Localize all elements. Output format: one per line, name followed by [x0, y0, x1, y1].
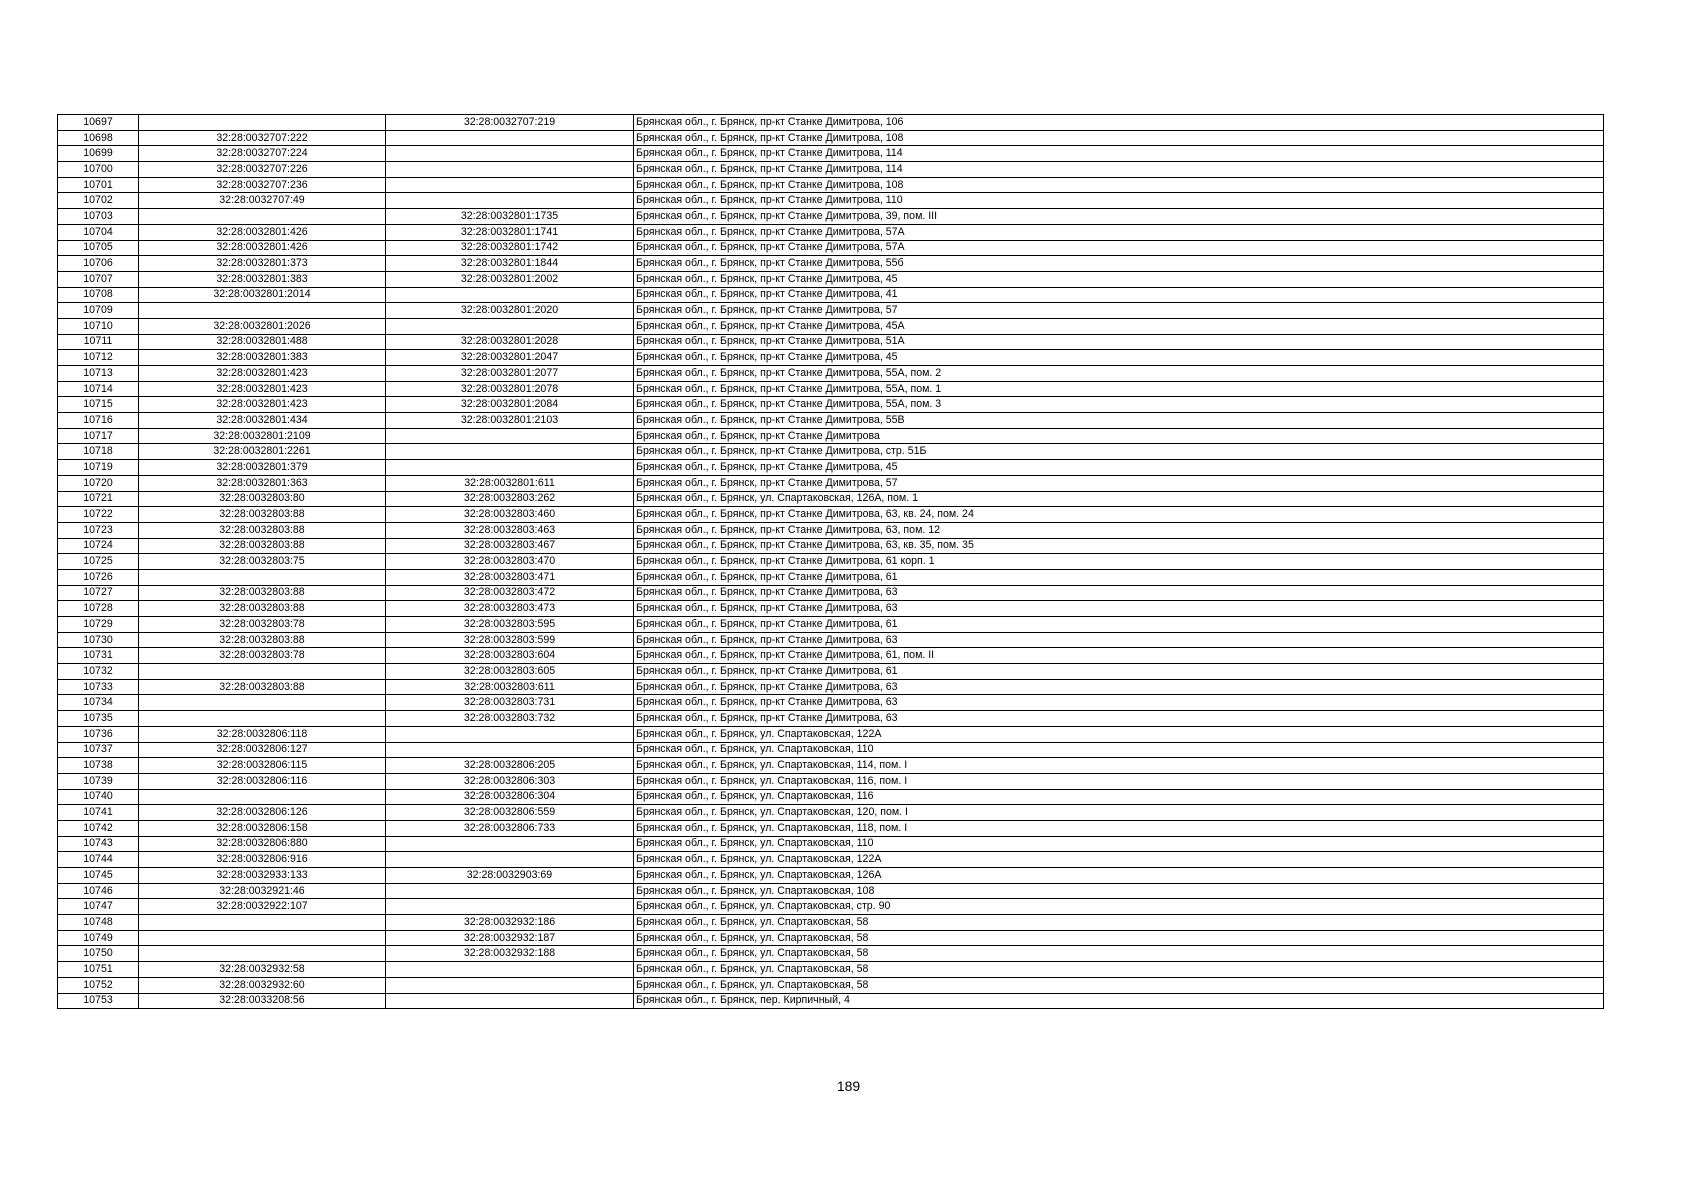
address-cell: Брянская обл., г. Брянск, ул. Спартаковская, 122А	[634, 852, 1604, 868]
address-cell: Брянская обл., г. Брянск, пр-кт Станке Димитрова, 57А	[634, 224, 1604, 240]
table-row	[58, 962, 1604, 978]
land-cadastral-number-cell	[139, 915, 386, 931]
table-row	[58, 805, 1604, 821]
row-number-cell: 10732	[58, 664, 139, 680]
address-cell: Брянская обл., г. Брянск, пр-кт Станке Димитрова, 63	[634, 601, 1604, 617]
row-number-cell: 10734	[58, 695, 139, 711]
row-number-cell: 10741	[58, 805, 139, 821]
table-row	[58, 946, 1604, 962]
table-row	[58, 350, 1604, 366]
land-cadastral-number-cell: 32:28:0032801:373	[139, 256, 386, 272]
address-cell: Брянская обл., г. Брянск, пр-кт Станке Димитрова, 63	[634, 585, 1604, 601]
row-number-cell: 10723	[58, 522, 139, 538]
land-cadastral-number-cell: 32:28:0032803:78	[139, 617, 386, 633]
object-cadastral-number-cell: 32:28:0032803:470	[386, 554, 634, 570]
address-cell: Брянская обл., г. Брянск, пр-кт Станке Димитрова, 57	[634, 475, 1604, 491]
table-row	[58, 679, 1604, 695]
table-row	[58, 115, 1604, 131]
address-cell: Брянская обл., г. Брянск, пр-кт Станке Димитрова, 61	[634, 569, 1604, 585]
address-cell: Брянская обл., г. Брянск, пр-кт Станке Димитрова, 45	[634, 271, 1604, 287]
object-cadastral-number-cell	[386, 177, 634, 193]
land-cadastral-number-cell: 32:28:0032801:434	[139, 413, 386, 429]
object-cadastral-number-cell	[386, 899, 634, 915]
land-cadastral-number-cell	[139, 664, 386, 680]
land-cadastral-number-cell: 32:28:0032933:133	[139, 868, 386, 884]
row-number-cell: 10706	[58, 256, 139, 272]
address-cell: Брянская обл., г. Брянск, ул. Спартаковская, 126А	[634, 868, 1604, 884]
row-number-cell: 10714	[58, 381, 139, 397]
object-cadastral-number-cell: 32:28:0032803:262	[386, 491, 634, 507]
address-cell: Брянская обл., г. Брянск, пр-кт Станке Димитрова, 63, кв. 35, пом. 35	[634, 538, 1604, 554]
object-cadastral-number-cell: 32:28:0032801:1741	[386, 224, 634, 240]
row-number-cell: 10702	[58, 193, 139, 209]
land-cadastral-number-cell: 32:28:0032806:118	[139, 726, 386, 742]
land-cadastral-number-cell: 32:28:0032801:379	[139, 460, 386, 476]
table-row	[58, 789, 1604, 805]
table-row	[58, 664, 1604, 680]
land-cadastral-number-cell: 32:28:0032803:88	[139, 507, 386, 523]
address-cell: Брянская обл., г. Брянск, пр-кт Станке Димитрова, 63	[634, 695, 1604, 711]
address-cell: Брянская обл., г. Брянск, пр-кт Станке Димитрова, 39, пом. III	[634, 209, 1604, 225]
object-cadastral-number-cell: 32:28:0032903:69	[386, 868, 634, 884]
row-number-cell: 10740	[58, 789, 139, 805]
object-cadastral-number-cell: 32:28:0032806:303	[386, 773, 634, 789]
object-cadastral-number-cell: 32:28:0032801:2028	[386, 334, 634, 350]
object-cadastral-number-cell: 32:28:0032806:733	[386, 820, 634, 836]
table-row	[58, 334, 1604, 350]
table-row	[58, 569, 1604, 585]
row-number-cell: 10745	[58, 868, 139, 884]
table-row	[58, 130, 1604, 146]
land-cadastral-number-cell: 32:28:0032932:60	[139, 977, 386, 993]
row-number-cell: 10713	[58, 366, 139, 382]
land-cadastral-number-cell: 32:28:0032803:88	[139, 632, 386, 648]
land-cadastral-number-cell: 32:28:0032707:236	[139, 177, 386, 193]
row-number-cell: 10744	[58, 852, 139, 868]
object-cadastral-number-cell: 32:28:0032803:460	[386, 507, 634, 523]
address-cell: Брянская обл., г. Брянск, ул. Спартаковская, 118, пом. I	[634, 820, 1604, 836]
table-row	[58, 507, 1604, 523]
row-number-cell: 10711	[58, 334, 139, 350]
table-row	[58, 538, 1604, 554]
table-row	[58, 209, 1604, 225]
row-number-cell: 10712	[58, 350, 139, 366]
row-number-cell: 10708	[58, 287, 139, 303]
table-row	[58, 601, 1604, 617]
object-cadastral-number-cell	[386, 962, 634, 978]
object-cadastral-number-cell	[386, 146, 634, 162]
object-cadastral-number-cell	[386, 993, 634, 1009]
table-row	[58, 224, 1604, 240]
land-cadastral-number-cell: 32:28:0032707:226	[139, 162, 386, 178]
land-cadastral-number-cell: 32:28:0033208:56	[139, 993, 386, 1009]
object-cadastral-number-cell: 32:28:0032803:731	[386, 695, 634, 711]
land-cadastral-number-cell: 32:28:0032801:2026	[139, 318, 386, 334]
address-cell: Брянская обл., г. Брянск, ул. Спартаковская, 116	[634, 789, 1604, 805]
row-number-cell: 10749	[58, 930, 139, 946]
table-row	[58, 726, 1604, 742]
address-cell: Брянская обл., г. Брянск, ул. Спартаковская, 110	[634, 742, 1604, 758]
table-row	[58, 977, 1604, 993]
row-number-cell: 10698	[58, 130, 139, 146]
table-row	[58, 146, 1604, 162]
table-row	[58, 632, 1604, 648]
land-cadastral-number-cell: 32:28:0032803:88	[139, 585, 386, 601]
object-cadastral-number-cell: 32:28:0032803:732	[386, 711, 634, 727]
row-number-cell: 10726	[58, 569, 139, 585]
object-cadastral-number-cell: 32:28:0032932:186	[386, 915, 634, 931]
table-row	[58, 381, 1604, 397]
row-number-cell: 10722	[58, 507, 139, 523]
object-cadastral-number-cell: 32:28:0032803:472	[386, 585, 634, 601]
object-cadastral-number-cell: 32:28:0032932:188	[386, 946, 634, 962]
table-row	[58, 852, 1604, 868]
land-cadastral-number-cell: 32:28:0032922:107	[139, 899, 386, 915]
table-row	[58, 899, 1604, 915]
land-cadastral-number-cell	[139, 930, 386, 946]
table-row	[58, 287, 1604, 303]
table-row	[58, 318, 1604, 334]
land-cadastral-number-cell: 32:28:0032921:46	[139, 883, 386, 899]
address-cell: Брянская обл., г. Брянск, пр-кт Станке Димитрова, 108	[634, 177, 1604, 193]
address-cell: Брянская обл., г. Брянск, ул. Спартаковская, 58	[634, 962, 1604, 978]
row-number-cell: 10753	[58, 993, 139, 1009]
object-cadastral-number-cell: 32:28:0032801:1735	[386, 209, 634, 225]
object-cadastral-number-cell	[386, 130, 634, 146]
row-number-cell: 10736	[58, 726, 139, 742]
address-cell: Брянская обл., г. Брянск, пр-кт Станке Димитрова, 63	[634, 632, 1604, 648]
object-cadastral-number-cell	[386, 460, 634, 476]
object-cadastral-number-cell: 32:28:0032801:611	[386, 475, 634, 491]
land-cadastral-number-cell: 32:28:0032803:80	[139, 491, 386, 507]
land-cadastral-number-cell: 32:28:0032806:880	[139, 836, 386, 852]
address-cell: Брянская обл., г. Брянск, пр-кт Станке Димитрова, 57	[634, 303, 1604, 319]
address-cell: Брянская обл., г. Брянск, пр-кт Станке Димитрова, 61, пом. II	[634, 648, 1604, 664]
row-number-cell: 10733	[58, 679, 139, 695]
land-cadastral-number-cell: 32:28:0032801:383	[139, 271, 386, 287]
address-cell: Брянская обл., г. Брянск, пр-кт Станке Димитрова, 55А, пом. 3	[634, 397, 1604, 413]
object-cadastral-number-cell: 32:28:0032803:599	[386, 632, 634, 648]
land-cadastral-number-cell: 32:28:0032801:423	[139, 397, 386, 413]
land-cadastral-number-cell: 32:28:0032801:423	[139, 381, 386, 397]
object-cadastral-number-cell	[386, 977, 634, 993]
address-cell: Брянская обл., г. Брянск, пр-кт Станке Димитрова, 55А, пом. 2	[634, 366, 1604, 382]
row-number-cell: 10747	[58, 899, 139, 915]
land-cadastral-number-cell: 32:28:0032803:88	[139, 538, 386, 554]
address-cell: Брянская обл., г. Брянск, пр-кт Станке Димитрова, 61	[634, 617, 1604, 633]
row-number-cell: 10738	[58, 758, 139, 774]
object-cadastral-number-cell: 32:28:0032803:473	[386, 601, 634, 617]
object-cadastral-number-cell: 32:28:0032803:611	[386, 679, 634, 695]
registry-table	[57, 114, 1604, 1009]
address-cell: Брянская обл., г. Брянск, пр-кт Станке Димитрова, 114	[634, 146, 1604, 162]
address-cell: Брянская обл., г. Брянск, пр-кт Станке Димитрова, 110	[634, 193, 1604, 209]
address-cell: Брянская обл., г. Брянск, ул. Спартаковская, 110	[634, 836, 1604, 852]
table-row	[58, 428, 1604, 444]
table-row	[58, 836, 1604, 852]
address-cell: Брянская обл., г. Брянск, пр-кт Станке Димитрова, 45	[634, 460, 1604, 476]
object-cadastral-number-cell	[386, 162, 634, 178]
object-cadastral-number-cell	[386, 444, 634, 460]
object-cadastral-number-cell: 32:28:0032803:595	[386, 617, 634, 633]
object-cadastral-number-cell: 32:28:0032803:604	[386, 648, 634, 664]
table-row	[58, 695, 1604, 711]
address-cell: Брянская обл., г. Брянск, ул. Спартаковская, 116, пом. I	[634, 773, 1604, 789]
row-number-cell: 10724	[58, 538, 139, 554]
land-cadastral-number-cell: 32:28:0032803:88	[139, 522, 386, 538]
object-cadastral-number-cell: 32:28:0032932:187	[386, 930, 634, 946]
object-cadastral-number-cell: 32:28:0032801:2103	[386, 413, 634, 429]
land-cadastral-number-cell	[139, 946, 386, 962]
row-number-cell: 10729	[58, 617, 139, 633]
object-cadastral-number-cell: 32:28:0032803:467	[386, 538, 634, 554]
address-cell: Брянская обл., г. Брянск, пр-кт Станке Димитрова, 45	[634, 350, 1604, 366]
row-number-cell: 10701	[58, 177, 139, 193]
table-row	[58, 271, 1604, 287]
object-cadastral-number-cell: 32:28:0032801:2020	[386, 303, 634, 319]
row-number-cell: 10750	[58, 946, 139, 962]
table-row	[58, 758, 1604, 774]
land-cadastral-number-cell: 32:28:0032801:2014	[139, 287, 386, 303]
object-cadastral-number-cell: 32:28:0032801:2047	[386, 350, 634, 366]
row-number-cell: 10751	[58, 962, 139, 978]
object-cadastral-number-cell	[386, 836, 634, 852]
table-row	[58, 820, 1604, 836]
address-cell: Брянская обл., г. Брянск, пр-кт Станке Димитрова, 63, пом. 12	[634, 522, 1604, 538]
object-cadastral-number-cell: 32:28:0032801:1742	[386, 240, 634, 256]
object-cadastral-number-cell: 32:28:0032707:219	[386, 115, 634, 131]
table-row	[58, 177, 1604, 193]
land-cadastral-number-cell: 32:28:0032801:2261	[139, 444, 386, 460]
land-cadastral-number-cell	[139, 569, 386, 585]
address-cell: Брянская обл., г. Брянск, ул. Спартаковская, 58	[634, 930, 1604, 946]
row-number-cell: 10752	[58, 977, 139, 993]
land-cadastral-number-cell: 32:28:0032806:127	[139, 742, 386, 758]
object-cadastral-number-cell	[386, 318, 634, 334]
land-cadastral-number-cell: 32:28:0032932:58	[139, 962, 386, 978]
table-row	[58, 475, 1604, 491]
row-number-cell: 10730	[58, 632, 139, 648]
table-row	[58, 193, 1604, 209]
land-cadastral-number-cell: 32:28:0032801:363	[139, 475, 386, 491]
land-cadastral-number-cell: 32:28:0032806:116	[139, 773, 386, 789]
land-cadastral-number-cell: 32:28:0032801:426	[139, 224, 386, 240]
row-number-cell: 10709	[58, 303, 139, 319]
land-cadastral-number-cell: 32:28:0032707:49	[139, 193, 386, 209]
row-number-cell: 10739	[58, 773, 139, 789]
table-row	[58, 915, 1604, 931]
row-number-cell: 10699	[58, 146, 139, 162]
row-number-cell: 10710	[58, 318, 139, 334]
row-number-cell: 10737	[58, 742, 139, 758]
object-cadastral-number-cell	[386, 883, 634, 899]
table-row	[58, 397, 1604, 413]
row-number-cell: 10707	[58, 271, 139, 287]
table-row	[58, 256, 1604, 272]
table-row	[58, 868, 1604, 884]
address-cell: Брянская обл., г. Брянск, пр-кт Станке Димитрова, 61	[634, 664, 1604, 680]
object-cadastral-number-cell: 32:28:0032801:2002	[386, 271, 634, 287]
address-cell: Брянская обл., г. Брянск, пр-кт Станке Димитрова, 45А	[634, 318, 1604, 334]
land-cadastral-number-cell: 32:28:0032806:916	[139, 852, 386, 868]
address-cell: Брянская обл., г. Брянск, пр-кт Станке Димитрова, 63, кв. 24, пом. 24	[634, 507, 1604, 523]
table-row	[58, 444, 1604, 460]
row-number-cell: 10725	[58, 554, 139, 570]
table-row	[58, 162, 1604, 178]
table-row	[58, 742, 1604, 758]
object-cadastral-number-cell	[386, 852, 634, 868]
table-row	[58, 773, 1604, 789]
address-cell: Брянская обл., г. Брянск, пр-кт Станке Димитрова, 63	[634, 711, 1604, 727]
row-number-cell: 10716	[58, 413, 139, 429]
address-cell: Брянская обл., г. Брянск, пр-кт Станке Димитрова, 55б	[634, 256, 1604, 272]
object-cadastral-number-cell: 32:28:0032803:471	[386, 569, 634, 585]
object-cadastral-number-cell	[386, 287, 634, 303]
row-number-cell: 10721	[58, 491, 139, 507]
object-cadastral-number-cell: 32:28:0032803:463	[386, 522, 634, 538]
table-row	[58, 366, 1604, 382]
table-row	[58, 648, 1604, 664]
land-cadastral-number-cell	[139, 789, 386, 805]
address-cell: Брянская обл., г. Брянск, ул. Спартаковская, 108	[634, 883, 1604, 899]
land-cadastral-number-cell: 32:28:0032707:224	[139, 146, 386, 162]
object-cadastral-number-cell: 32:28:0032806:205	[386, 758, 634, 774]
table-row	[58, 554, 1604, 570]
object-cadastral-number-cell	[386, 428, 634, 444]
table-row	[58, 930, 1604, 946]
table-row	[58, 883, 1604, 899]
land-cadastral-number-cell: 32:28:0032803:88	[139, 679, 386, 695]
row-number-cell: 10731	[58, 648, 139, 664]
row-number-cell: 10700	[58, 162, 139, 178]
row-number-cell: 10718	[58, 444, 139, 460]
page-number: 189	[836, 1078, 861, 1094]
address-cell: Брянская обл., г. Брянск, пр-кт Станке Димитрова	[634, 428, 1604, 444]
address-cell: Брянская обл., г. Брянск, пр-кт Станке Димитрова, 51А	[634, 334, 1604, 350]
row-number-cell: 10748	[58, 915, 139, 931]
object-cadastral-number-cell: 32:28:0032801:2084	[386, 397, 634, 413]
address-cell: Брянская обл., г. Брянск, ул. Спартаковская, 58	[634, 946, 1604, 962]
address-cell: Брянская обл., г. Брянск, пр-кт Станке Димитрова, 108	[634, 130, 1604, 146]
object-cadastral-number-cell	[386, 742, 634, 758]
land-cadastral-number-cell: 32:28:0032806:158	[139, 820, 386, 836]
row-number-cell: 10728	[58, 601, 139, 617]
address-cell: Брянская обл., г. Брянск, пр-кт Станке Димитрова, 41	[634, 287, 1604, 303]
object-cadastral-number-cell	[386, 726, 634, 742]
address-cell: Брянская обл., г. Брянск, ул. Спартаковская, 126А, пом. 1	[634, 491, 1604, 507]
object-cadastral-number-cell: 32:28:0032801:2077	[386, 366, 634, 382]
row-number-cell: 10719	[58, 460, 139, 476]
object-cadastral-number-cell: 32:28:0032801:2078	[386, 381, 634, 397]
table-row	[58, 522, 1604, 538]
row-number-cell: 10720	[58, 475, 139, 491]
address-cell: Брянская обл., г. Брянск, ул. Спартаковская, стр. 90	[634, 899, 1604, 915]
table-row	[58, 413, 1604, 429]
land-cadastral-number-cell	[139, 115, 386, 131]
row-number-cell: 10697	[58, 115, 139, 131]
table-row	[58, 460, 1604, 476]
land-cadastral-number-cell: 32:28:0032803:88	[139, 601, 386, 617]
land-cadastral-number-cell: 32:28:0032707:222	[139, 130, 386, 146]
address-cell: Брянская обл., г. Брянск, ул. Спартаковская, 120, пом. I	[634, 805, 1604, 821]
land-cadastral-number-cell	[139, 695, 386, 711]
row-number-cell: 10703	[58, 209, 139, 225]
table-row	[58, 491, 1604, 507]
row-number-cell: 10746	[58, 883, 139, 899]
address-cell: Брянская обл., г. Брянск, пр-кт Станке Димитрова, стр. 51Б	[634, 444, 1604, 460]
address-cell: Брянская обл., г. Брянск, ул. Спартаковская, 58	[634, 915, 1604, 931]
land-cadastral-number-cell: 32:28:0032801:2109	[139, 428, 386, 444]
address-cell: Брянская обл., г. Брянск, пер. Кирпичный, 4	[634, 993, 1604, 1009]
land-cadastral-number-cell: 32:28:0032803:75	[139, 554, 386, 570]
land-cadastral-number-cell	[139, 209, 386, 225]
table-row	[58, 711, 1604, 727]
row-number-cell: 10742	[58, 820, 139, 836]
table-row	[58, 585, 1604, 601]
land-cadastral-number-cell	[139, 303, 386, 319]
land-cadastral-number-cell: 32:28:0032801:383	[139, 350, 386, 366]
address-cell: Брянская обл., г. Брянск, ул. Спартаковская, 114, пом. I	[634, 758, 1604, 774]
row-number-cell: 10727	[58, 585, 139, 601]
address-cell: Брянская обл., г. Брянск, ул. Спартаковская, 58	[634, 977, 1604, 993]
address-cell: Брянская обл., г. Брянск, пр-кт Станке Димитрова, 114	[634, 162, 1604, 178]
address-cell: Брянская обл., г. Брянск, пр-кт Станке Димитрова, 57А	[634, 240, 1604, 256]
address-cell: Брянская обл., г. Брянск, пр-кт Станке Димитрова, 63	[634, 679, 1604, 695]
land-cadastral-number-cell: 32:28:0032801:488	[139, 334, 386, 350]
table-row	[58, 993, 1604, 1009]
land-cadastral-number-cell: 32:28:0032803:78	[139, 648, 386, 664]
land-cadastral-number-cell	[139, 711, 386, 727]
land-cadastral-number-cell: 32:28:0032806:115	[139, 758, 386, 774]
table-row	[58, 240, 1604, 256]
address-cell: Брянская обл., г. Брянск, пр-кт Станке Димитрова, 55А, пом. 1	[634, 381, 1604, 397]
row-number-cell: 10735	[58, 711, 139, 727]
row-number-cell: 10704	[58, 224, 139, 240]
land-cadastral-number-cell: 32:28:0032801:426	[139, 240, 386, 256]
table-row	[58, 303, 1604, 319]
object-cadastral-number-cell: 32:28:0032803:605	[386, 664, 634, 680]
object-cadastral-number-cell: 32:28:0032806:304	[386, 789, 634, 805]
land-cadastral-number-cell: 32:28:0032801:423	[139, 366, 386, 382]
registry-table-body	[58, 115, 1604, 1009]
address-cell: Брянская обл., г. Брянск, пр-кт Станке Димитрова, 106	[634, 115, 1604, 131]
table-row	[58, 617, 1604, 633]
object-cadastral-number-cell: 32:28:0032806:559	[386, 805, 634, 821]
land-cadastral-number-cell: 32:28:0032806:126	[139, 805, 386, 821]
row-number-cell: 10715	[58, 397, 139, 413]
address-cell: Брянская обл., г. Брянск, ул. Спартаковская, 122А	[634, 726, 1604, 742]
row-number-cell: 10743	[58, 836, 139, 852]
object-cadastral-number-cell: 32:28:0032801:1844	[386, 256, 634, 272]
address-cell: Брянская обл., г. Брянск, пр-кт Станке Димитрова, 55В	[634, 413, 1604, 429]
row-number-cell: 10705	[58, 240, 139, 256]
address-cell: Брянская обл., г. Брянск, пр-кт Станке Димитрова, 61 корп. 1	[634, 554, 1604, 570]
object-cadastral-number-cell	[386, 193, 634, 209]
row-number-cell: 10717	[58, 428, 139, 444]
